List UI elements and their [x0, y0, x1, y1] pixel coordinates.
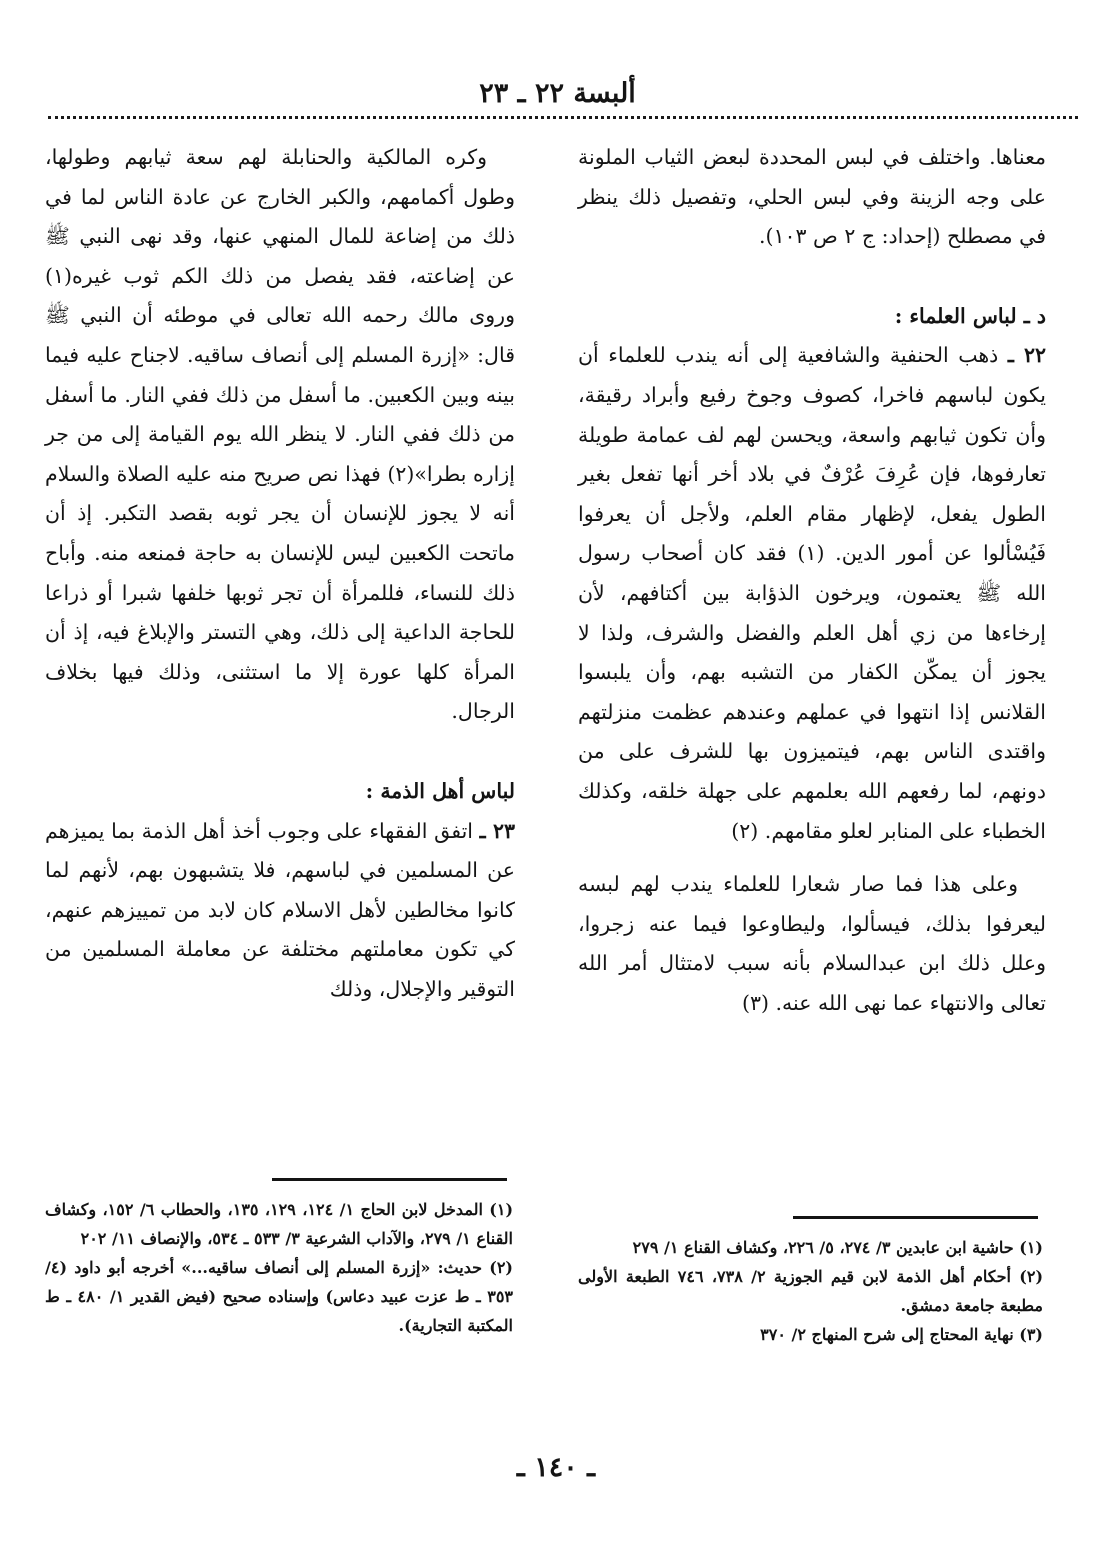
paragraph-number-23: ٢٣ ـ: [479, 818, 515, 843]
section-heading-scholars-dress: د ـ لباس العلماء :: [894, 303, 1046, 328]
intro-paragraph: معناها. واختلف في لبس المحددة لبعض الثياب الملونة على وجه الزينة وفي لبس الحلي، وتفصيل ذلك ينظر في مصطلح (إحداد: ج ٢ ص ١٠٣).: [578, 145, 1046, 249]
paragraph-maliki-hanbali: وكره المالكية والحنابلة لهم سعة ثيابهم وطولها، وطول أكمامهم، والكبر الخارج عن عادة الناس لما في ذلك من إضاعة للمال المنهي عنها، وقد نهى النبي ﷺ عن إضاعته، فقد يفصل من ذلك الكم ثوب غيره(١) وروى مالك رحمه الله تعالى في موطئه أن النبي ﷺ قال: «إزرة المسلم إلى أنصاف ساقيه. لاجناح عليه فيما بينه وبين الكعبين. ما أسفل من ذلك ففي النار. ما أسفل من ذلك ففي النار. لا ينظر الله يوم القيامة إلى من جر إزاره بطرا»(٢) فهذا نص صريح منه عليه الصلاة والسلام أنه لا يجوز للإنسان أن يجر ثوبه بقصد التكبر. إذ أن ماتحت الكعبين ليس للإنسان به حاجة فمنعه منه. وأباح ذلك للنساء، فللمرأة أن تجر ثوبها خلفها شبرا أو ذراعا للحاجة الداعية إلى ذلك، وهي التستر والإبلاغ فيه، إذ أن المرأة كلها عورة إلا ما استثنى، وذلك فيها بخلاف الرجال.: [45, 145, 515, 724]
footnote-rule-left: [272, 1178, 507, 1181]
paragraph-continuation: وعلى هذا فما صار شعارا للعلماء يندب لهم لبسه ليعرفوا بذلك، فيسألوا، وليطاوعوا فيما عنه زجروا، وعلل ذلك ابن عبدالسلام بأنه سبب لامتثال أمر الله تعالى والانتهاء عما نهى الله عنه. (٣): [578, 872, 1046, 1015]
header-dotted-rule: [48, 116, 1078, 119]
paragraph-23-text: اتفق الفقهاء على وجوب أخذ أهل الذمة بما يميزهم عن المسلمين في لباسهم، فلا يتشبهون بهم، لأنهم لما كانوا مخالطين لأهل الاسلام كان لابد من تمييزهم عنهم، كي تكون معاملتهم مختلفة عن معاملة المسلمين من التوقير والإجلال، وذلك: [45, 818, 515, 1001]
footnote-rule-right: [793, 1216, 1038, 1219]
footnotes-right: [578, 1233, 1043, 1349]
footnotes-left: [45, 1195, 513, 1340]
paragraph-22: [578, 336, 1046, 851]
section-heading-dhimmi-dress: لباس أهل الذمة :: [365, 778, 515, 803]
footnote: (٢) أحكام أهل الذمة لابن قيم الجوزية ٢/ ٧٣٨، ٧٤٦ الطبعة الأولى مطبعة جامعة دمشق.: [578, 1267, 1044, 1315]
footnote: (١) حاشية ابن عابدين ٣/ ٢٧٤، ٥/ ٢٢٦، وكشاف القناع ١/ ٢٧٩: [632, 1238, 1043, 1257]
paragraph-number-22: ٢٢ ـ: [1007, 343, 1046, 368]
running-header: ألبسة ٢٢ ـ ٢٣: [479, 78, 636, 109]
spacer: [45, 732, 515, 772]
paragraph-22-text: ذهب الحنفية والشافعية إلى أنه يندب للعلماء أن يكون لباسهم فاخرا، كصوف وجوخ رفيع وأبراد رقيقة، وأن تكون ثيابهم واسعة، ويحسن لهم لف عمامة طويلة تعارفوها، فإن عُرِفَ عُرْفٌ في بلاد أخر أنها تفعل بغير الطول يفعل، لإظهار مقام العلم، ولأجل أن يعرفوا فَيُسْألوا عن أمور الدين. (١) فقد كان أصحاب رسول الله ﷺ يعتمون، ويرخون الذؤابة بين أكتافهم، لأن إرخاءها من زي أهل العلم والفضل والشرف، ولذا لا يجوز أن يمكّن الكفار من التشبه بهم، وأن يلبسوا القلانس إذا انتهوا في عملهم وعندهم عظمت منزلتهم واقتدى الناس بهم، فيتميزون بها للشرف على من دونهم، لما رفعهم الله بعلمهم على جهلة خلقه، وكذلك الخطباء على المنابر لعلو مقامهم. (٢): [578, 343, 1046, 843]
footnote: (٣) نهاية المحتاج إلى شرح المنهاج ٢/ ٣٧٠: [760, 1325, 1043, 1344]
page-number: ـ ١٤٠ ـ: [516, 1452, 596, 1483]
left-column: [45, 138, 515, 1009]
paragraph-23: [45, 812, 515, 1010]
footnote: (١) المدخل لابن الحاج ١/ ١٢٤، ١٢٩، ١٣٥، والحطاب ٦/ ١٥٢، وكشاف القناع ١/ ٢٧٩، والآداب الشرعية ٣/ ٥٣٣ ـ ٥٣٤، والإنصاف ١١/ ٢٠٢: [45, 1200, 514, 1248]
spacer: [578, 851, 1046, 865]
spacer: [578, 257, 1046, 297]
footnote: (٢) حديث: «إزرة المسلم إلى أنصاف ساقيه...» أخرجه أبو داود (٤/ ٣٥٣ ـ ط عزت عبيد دعاس) وإسناده صحيح (فيض القدير ١/ ٤٨٠ ـ ط المكتبة التجارية).: [45, 1258, 514, 1335]
right-column: [578, 138, 1046, 1023]
